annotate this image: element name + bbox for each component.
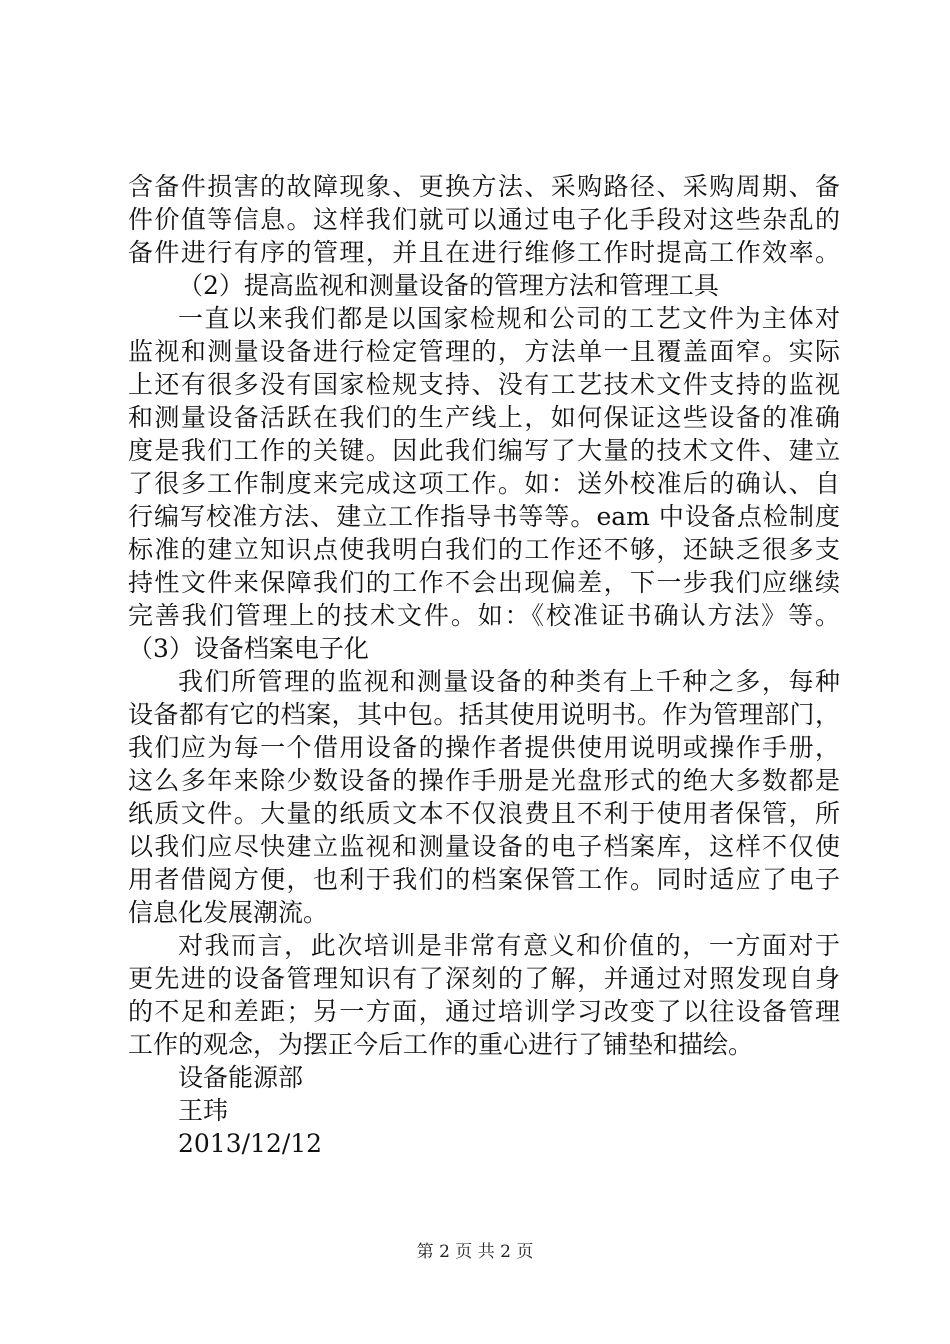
page-number: 第 2 页 共 2 页 [416,1242,534,1262]
text-line: 工作的观念，为摆正今后工作的重心进行了铺垫和描绘。 [128,1030,754,1059]
text-line: 我们所管理的监视和测量设备的种类有上千种之多，每种 [178,667,840,696]
text-line: 王玮 [178,1096,229,1125]
text-line: 设备都有它的档案，其中包。括其使用说明书。作为管理部门， [128,700,840,729]
text-line: 对我而言，此次培训是非常有意义和价值的，一方面对于 [178,931,840,960]
text-line: 我们应为每一个借用设备的操作者提供使用说明或操作手册， [128,733,840,762]
text-line: 监视和测量设备进行检定管理的，方法单一且覆盖面窄。实际 [128,337,840,366]
text-line: 的不足和差距；另一方面，通过培训学习改变了以往设备管理 [128,997,840,1026]
text-line: 一直以来我们都是以国家检规和公司的工艺文件为主体对 [178,304,840,333]
text-line: 行编写校准方法、建立工作指导书等等。eam 中设备点检制度 [128,502,840,531]
text-line: 纸质文件。大量的纸质文本不仅浪费且不利于使用者保管，所 [128,799,840,828]
text-line: 备件进行有序的管理，并且在进行维修工作时提高工作效率。 [128,238,840,267]
text-line: 完善我们管理上的技术文件。如：《校准证书确认方法》等。 [128,601,840,630]
text-line: 用者借阅方便，也利于我们的档案保管工作。同时适应了电子 [128,865,840,894]
text-line: （3）设备档案电子化 [128,634,369,663]
text-line: 持性文件来保障我们的工作不会出现偏差，下一步我们应继续 [128,568,840,597]
text-line: 含备件损害的故障现象、更换方法、采购路径、采购周期、备 [128,172,840,201]
text-line: 上还有很多没有国家检规支持、没有工艺技术文件支持的监视 [128,370,840,399]
text-line: 更先进的设备管理知识有了深刻的了解，并通过对照发现自身 [128,964,840,993]
text-line: 标准的建立知识点使我明白我们的工作还不够，还缺乏很多支 [128,535,840,564]
text-line: 和测量设备活跃在我们的生产线上，如何保证这些设备的准确 [128,403,840,432]
document-body [128,170,840,1160]
text-line: 以我们应尽快建立监视和测量设备的电子档案库，这样不仅使 [128,832,840,861]
text-line: 了很多工作制度来完成这项工作。如：送外校准后的确认、自 [128,469,840,498]
text-line: 件价值等信息。这样我们就可以通过电子化手段对这些杂乱的 [128,205,840,234]
page-footer [0,1241,950,1263]
text-line: 这么多年来除少数设备的操作手册是光盘形式的绝大多数都是 [128,766,840,795]
text-line: 设备能源部 [178,1063,304,1092]
text-line: （2）提高监视和测量设备的管理方法和管理工具 [178,271,719,300]
text-line: 2013/12/12 [178,1129,323,1158]
text-line: 度是我们工作的关键。因此我们编写了大量的技术文件、建立 [128,436,840,465]
text-line: 信息化发展潮流。 [128,898,329,927]
